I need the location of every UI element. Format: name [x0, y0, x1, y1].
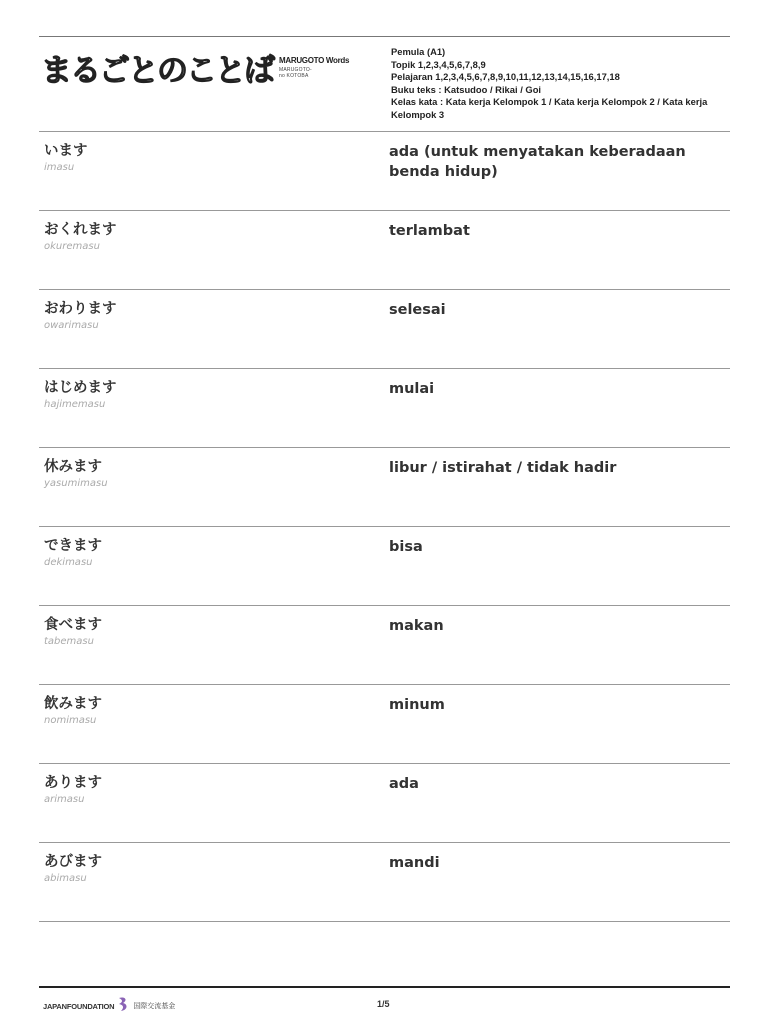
indonesian-translation: bisa — [389, 539, 423, 555]
indonesian-translation: terlambat — [389, 223, 470, 239]
org-name-en: JAPANFOUNDATION — [43, 1001, 115, 1011]
japanese-cell — [39, 448, 389, 526]
japanese-cell — [39, 606, 389, 684]
translation-cell — [389, 606, 729, 684]
indonesian-translation: mandi — [389, 855, 440, 871]
romaji: nomimasu — [44, 715, 97, 726]
translation-cell — [389, 448, 729, 526]
romaji: imasu — [44, 162, 75, 173]
romaji: abimasu — [44, 873, 87, 884]
vocab-row — [39, 527, 730, 606]
japanese-cell — [39, 369, 389, 447]
japanese-word: あります — [44, 775, 102, 791]
vocab-row — [39, 448, 730, 527]
vocab-row — [39, 132, 730, 211]
japanese-cell — [39, 132, 389, 210]
romaji: arimasu — [44, 794, 85, 805]
japanese-cell — [39, 685, 389, 763]
japanese-word: あびます — [44, 854, 102, 870]
meta-lessons: Pelajaran 1,2,3,4,5,6,7,8,9,10,11,12,13,14,15,16,17,18 — [391, 71, 620, 83]
logo-text — [279, 57, 349, 79]
indonesian-translation: minum — [389, 697, 445, 713]
japanese-word: できます — [44, 538, 102, 554]
translation-cell — [389, 290, 729, 368]
indonesian-translation: ada — [389, 776, 419, 792]
japanese-word: 飲みます — [44, 696, 102, 712]
vocabulary-sheet — [39, 36, 730, 922]
meta-level: Pemula (A1) — [391, 46, 446, 57]
vocab-row — [39, 843, 730, 922]
romaji: dekimasu — [44, 557, 93, 568]
japanese-word: おくれます — [44, 222, 117, 238]
page-number: 1/5 — [377, 999, 390, 1009]
japanese-cell — [39, 290, 389, 368]
meta-topics: Topik 1,2,3,4,5,6,7,8,9 — [391, 58, 486, 70]
vocab-row — [39, 369, 730, 448]
sheet-header — [39, 37, 730, 132]
japanese-cell — [39, 527, 389, 605]
japanese-word: 食べます — [44, 617, 102, 633]
translation-cell — [389, 527, 729, 605]
vocab-row — [39, 606, 730, 685]
meta-word-class: Kelas kata : Kata kerja Kelompok 1 / Kata kerja Kelompok 2 / Kata kerja Kelompok 3 — [391, 96, 708, 120]
romaji: okuremasu — [44, 241, 100, 252]
meta-textbook: Buku teks : Katsudoo / Rikai / Goi — [391, 83, 542, 95]
course-meta — [391, 37, 727, 131]
romaji: yasumimasu — [44, 478, 108, 489]
translation-cell — [389, 843, 729, 921]
japanese-cell — [39, 843, 389, 921]
vocab-row — [39, 764, 730, 843]
translation-cell — [389, 369, 729, 447]
japan-foundation-emblem-icon — [116, 996, 130, 1016]
footer-rule — [39, 986, 730, 988]
translation-cell — [389, 764, 729, 842]
japanese-word: 休みます — [44, 459, 102, 475]
vocab-row — [39, 685, 730, 764]
japanese-word: はじめます — [44, 380, 117, 396]
japanese-word: おわります — [44, 301, 117, 317]
marugoto-logo — [39, 37, 391, 131]
page-footer — [43, 996, 730, 1016]
romaji: owarimasu — [44, 320, 99, 331]
indonesian-translation: makan — [389, 618, 444, 634]
org-name-jp: 国際交流基金 — [133, 1002, 176, 1010]
indonesian-translation: selesai — [389, 302, 446, 318]
japanese-word: います — [44, 143, 88, 159]
vocab-row — [39, 211, 730, 290]
vocabulary-list — [39, 132, 730, 922]
translation-cell — [389, 211, 729, 289]
vocab-row — [39, 290, 730, 369]
logo-subtitle: MARUGOTO-no KOTOBA — [279, 67, 312, 79]
indonesian-translation: ada (untuk menyatakan keberadaan benda hidup) — [389, 144, 686, 180]
logo-title: MARUGOTO Words — [279, 56, 350, 65]
translation-cell — [389, 132, 729, 210]
romaji: hajimemasu — [44, 399, 106, 410]
translation-cell — [389, 685, 729, 763]
indonesian-translation: mulai — [389, 381, 435, 397]
romaji: tabemasu — [44, 636, 94, 647]
japanese-cell — [39, 764, 389, 842]
japanese-cell — [39, 211, 389, 289]
logo-mark: まるごとのことば — [41, 53, 273, 89]
indonesian-translation: libur / istirahat / tidak hadir — [389, 460, 617, 476]
